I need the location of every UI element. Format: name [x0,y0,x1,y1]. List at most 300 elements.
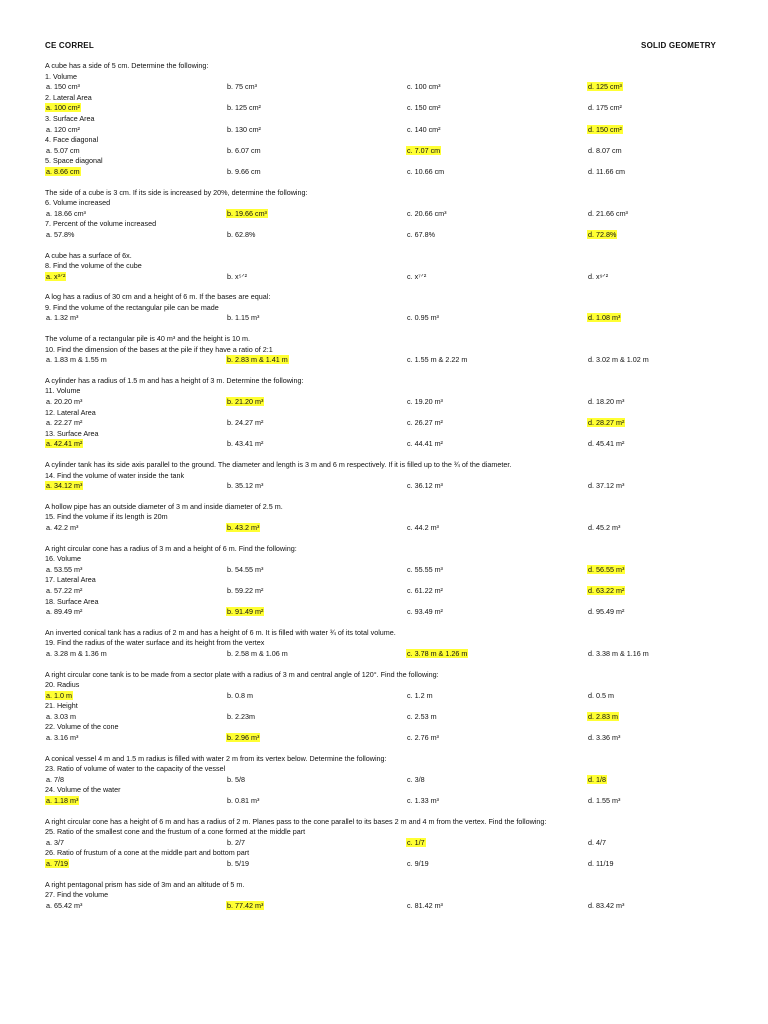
problem-statement: A right pentagonal prism has side of 3m and an altitude of 5 m. [45,879,245,889]
problem-statement: The side of a cube is 3 cm. If its side is increased by 20%, determine the following: [45,187,308,197]
choice-label: d. 21.66 cm³ [588,208,628,218]
choice-label: b. 0.8 m [227,690,253,700]
question-text: 23. Ratio of volume of water to the capacity of the vessel [45,764,226,774]
choice-label: a. 89.49 m² [46,607,83,617]
answer-choice [226,586,264,597]
choice-label: c. 100 cm³ [407,82,441,92]
problem-block [45,880,725,912]
problem-statement: A hollow pipe has an outside diameter of 3 m and inside diameter of 2.5 m. [45,501,283,511]
answer-choice [226,82,258,93]
choice-label: b. 35.12 m³ [227,481,264,491]
choice-label: c. 36.12 m³ [407,481,443,491]
answer-choice [226,838,246,849]
answer-choice-highlighted [45,796,79,807]
choice-label: a. 1.0 m [46,690,72,700]
choice-label: d. 4/7 [588,837,606,847]
answer-choice [226,125,262,136]
question-text: 9. Find the volume of the rectangular pile can be made [45,302,219,312]
answer-choice [406,418,444,429]
question-text: 17. Lateral Area [45,575,96,585]
choices-row [45,439,725,450]
choice-label: d. 18.20 m³ [588,397,625,407]
answer-choice [226,565,264,576]
question-text: 1. Volume [45,71,77,81]
choices-row [45,167,725,178]
choice-label: b. 125 cm² [227,103,261,113]
answer-choice [406,607,444,618]
choice-label: b. 5/8 [227,774,245,784]
choice-label: b. 75 cm³ [227,82,257,92]
choice-label: c. 0.95 m³ [407,313,439,323]
choices-row [45,397,725,408]
answer-choice [45,313,79,324]
choice-label: d. 3.36 m³ [588,733,621,743]
answer-choice-highlighted [587,565,625,576]
question-text: 5. Space diagonal [45,156,103,166]
choice-label: b. 9.66 cm [227,166,261,176]
choices-row [45,125,725,136]
choice-label: c. 7.07 cm [407,145,441,155]
answer-choice [406,167,445,178]
answer-choice [587,439,625,450]
answer-choice [45,418,83,429]
choice-label: a. 18.66 cm³ [46,208,86,218]
answer-choice [226,418,264,429]
answer-choice [406,397,444,408]
answer-choice [406,901,444,912]
answer-choice [587,901,625,912]
answer-choice [406,796,440,807]
choice-label: d. x⁹ᐟ² [588,271,609,281]
answer-choice-highlighted [45,272,66,283]
problem-statement: A log has a radius of 30 cm and a height of 6 m. If the bases are equal: [45,292,271,302]
answer-choice [587,607,625,618]
choice-label: d. 72.8% [588,229,617,239]
choices-row [45,481,725,492]
question-text: 22. Volume of the cone [45,722,119,732]
choice-label: b. 2.58 m & 1.06 m [227,648,288,658]
question-text: 6. Volume increased [45,198,111,208]
answer-choice [406,313,440,324]
answer-choice [587,355,650,366]
answer-choice [45,523,79,534]
choice-label: c. x⁷ᐟ² [407,271,427,281]
answer-choice [406,775,426,786]
answer-choice-highlighted [226,901,264,912]
choice-label: d. 1.08 m³ [588,313,621,323]
choices-row [45,607,725,618]
choice-label: c. 20.66 cm³ [407,208,447,218]
choice-label: a. 150 cm³ [46,82,80,92]
question-text: 19. Find the radius of the water surface and its height from the vertex [45,638,265,648]
answer-choice [45,82,81,93]
problem-block [45,292,725,324]
choices-row [45,775,725,786]
question-text: 11. Volume [45,386,81,396]
question-text: 20. Radius [45,680,80,690]
choice-label: c. 1.55 m & 2.22 m [407,355,468,365]
choice-label: c. 55.55 m³ [407,564,443,574]
choices-row [45,796,725,807]
choices-row [45,565,725,576]
choices-row [45,691,725,702]
choice-label: d. 175 cm² [588,103,622,113]
problem-block [45,670,725,744]
choice-label: c. 1/7 [407,837,425,847]
choices-row [45,523,725,534]
answer-choice-highlighted [587,125,623,136]
choice-label: b. 2.96 m³ [227,733,260,743]
answer-choice-highlighted [406,146,441,157]
choice-label: c. 150 cm² [407,103,441,113]
question-text: 21. Height [45,701,78,711]
answer-choice [587,691,615,702]
answer-choice [587,272,609,283]
question-text: 7. Percent of the volume increased [45,219,157,229]
question-text: 27. Find the volume [45,890,109,900]
choice-label: d. 1.55 m³ [588,796,621,806]
answer-choice [406,523,440,534]
choice-label: a. 57.8% [46,229,75,239]
answer-choice [587,733,621,744]
answer-choice [45,775,65,786]
problem-block [45,334,725,366]
choice-label: a. 34.12 m³ [46,481,83,491]
problem-block [45,544,725,618]
choice-label: a. 42.2 m³ [46,522,79,532]
choices-row [45,82,725,93]
choice-label: b. 19.66 cm³ [227,208,267,218]
answer-choice [587,167,626,178]
problem-block [45,61,725,178]
choice-label: b. 43.41 m² [227,439,264,449]
problem-block [45,376,725,450]
choice-label: a. 1.83 m & 1.55 m [46,355,107,365]
answer-choice [587,838,607,849]
question-text: 2. Lateral Area [45,92,92,102]
problem-block [45,188,725,241]
answer-choice-highlighted [226,733,260,744]
choice-label: d. 56.55 m³ [588,564,625,574]
choices-row [45,859,725,870]
choice-label: b. 54.55 m³ [227,564,264,574]
answer-choice-highlighted [226,355,289,366]
question-text: 16. Volume [45,554,81,564]
answer-choice-highlighted [587,586,625,597]
choices-row [45,230,725,241]
answer-choice [406,103,442,114]
choice-label: a. 1.18 m³ [46,796,79,806]
question-text: 26. Ratio of frustum of a cone at the middle part and bottom part [45,848,250,858]
choice-label: d. 83.42 m³ [588,900,625,910]
choice-label: b. 2.23m [227,711,255,721]
choice-label: c. 140 cm² [407,124,441,134]
choice-label: b. 5/19 [227,859,249,868]
answer-choice [226,691,254,702]
choice-label: c. 3/8 [407,774,425,784]
answer-choice [587,209,629,220]
choice-label: d. 95.49 m² [588,607,625,617]
choice-label: b. 130 cm² [227,124,261,134]
answer-choice [406,859,430,870]
choice-label: d. 45.2 m³ [588,522,621,532]
answer-choice-highlighted [226,209,268,220]
header-left-title: CE CORREL [45,41,94,50]
choices-row [45,712,725,723]
choice-label: d. 3.38 m & 1.16 m [588,648,649,658]
choice-label: c. 44.41 m² [407,439,443,449]
problem-statement: A right circular cone has a radius of 3 m and a height of 6 m. Find the following: [45,543,297,553]
answer-choice [587,796,621,807]
answer-choice-highlighted [226,607,264,618]
problem-statement: A right circular cone tank is to be made from a sector plate with a radius of 3 m and central angle of 120°. Find the following: [45,669,439,679]
choice-label: a. 120 cm² [46,124,80,134]
problem-statement: A conical vessel 4 m and 1.5 m radius is filled with water 2 m from its vertex below. Determine the following: [45,753,387,763]
choice-label: b. 77.42 m³ [227,900,264,910]
choice-label: a. 7/8 [46,774,64,784]
choice-label: c. 61.22 m² [407,585,443,595]
problem-statement: A cylinder tank has its side axis parallel to the ground. The diameter and length is 3 m and 6 m respectively. If it is filled up to the ¾ of the diameter. [45,460,512,469]
choice-label: c. 67.8% [407,229,435,239]
answer-choice-highlighted [406,838,426,849]
answer-choice [587,146,623,157]
choice-label: b. 43.2 m³ [227,522,260,532]
choice-label: b. 91.49 m² [227,607,264,617]
choice-label: c. 9/19 [407,859,429,868]
choice-label: a. 57.22 m² [46,585,83,595]
answer-choice [587,649,650,660]
header-right-title: SOLID GEOMETRY [641,41,716,50]
answer-choice [226,481,264,492]
choices-row [45,272,725,283]
answer-choice [406,712,438,723]
problem-block [45,502,725,534]
choice-label: b. 6.07 cm [227,145,261,155]
choice-label: b. 21.20 m³ [227,397,264,407]
problem-statement: A cylinder has a radius of 1.5 m and has a height of 3 m. Determine the following: [45,375,304,385]
question-text: 24. Volume of the water [45,785,121,795]
problem-statement: A cube has a side of 5 cm. Determine the following: [45,61,209,70]
choices-row [45,649,725,660]
choice-label: a. 1.32 m³ [46,313,79,323]
choice-label: c. 3.78 m & 1.26 m [407,648,468,658]
choice-label: c. 2.76 m³ [407,733,439,743]
choice-label: a. 3.28 m & 1.36 m [46,648,107,658]
answer-choice-highlighted [587,313,621,324]
choice-label: c. 44.2 m³ [407,522,439,532]
answer-choice [226,230,256,241]
choice-label: d. 0.5 m [588,690,614,700]
answer-choice [45,586,83,597]
choice-label: a. 20.20 m³ [46,397,83,407]
answer-choice-highlighted [587,775,607,786]
choice-label: d. 8.07 cm [588,145,622,155]
answer-choice [406,209,448,220]
answer-choice [406,230,436,241]
answer-choice [45,125,81,136]
choices-row [45,901,725,912]
question-text: 15. Find the volume if its length is 20m [45,512,168,522]
question-text: 18. Surface Area [45,596,99,606]
answer-choice [45,733,79,744]
choice-label: b. 24.27 m² [227,418,264,428]
choice-label: c. 81.42 m³ [407,900,443,910]
answer-choice-highlighted [587,230,617,241]
problem-statement: An inverted conical tank has a radius of 2 m and has a height of 6 m. It is filled with water ¾ of its total volume. [45,627,396,637]
choices-row [45,146,725,157]
answer-choice [45,146,81,157]
choices-row [45,355,725,366]
choices-row [45,838,725,849]
choice-label: a. 3.03 m [46,711,76,721]
answer-choice-highlighted [45,103,81,114]
answer-choice [226,146,262,157]
answer-choice [45,397,83,408]
answer-choice-highlighted [45,439,83,450]
choice-label: a. 65.42 m³ [46,900,83,910]
choice-label: b. 2.83 m & 1.41 m [227,355,288,365]
choices-row [45,418,725,429]
answer-choice-highlighted [587,82,623,93]
choice-label: c. 1.2 m [407,690,433,700]
answer-choice-highlighted [45,167,81,178]
choice-label: c. 93.49 m² [407,607,443,617]
problem-list [45,61,725,911]
answer-choice [587,481,625,492]
choice-label: a. 22.27 m² [46,418,83,428]
answer-choice [45,565,83,576]
answer-choice [226,712,256,723]
answer-choice [587,859,614,870]
choice-label: b. 0.81 m³ [227,796,260,806]
answer-choice [226,649,289,660]
answer-choice [45,901,83,912]
question-text: 4. Face diagonal [45,135,99,145]
choice-label: d. 11/19 [588,859,614,868]
answer-choice [587,397,625,408]
problem-statement: The volume of a rectangular pile is 40 m³ and the height is 10 m. [45,334,250,344]
answer-choice [226,313,260,324]
choice-label: a. 8.66 cm [46,166,80,176]
answer-choice [226,103,262,114]
choice-label: d. 1/8 [588,774,606,784]
problem-block [45,628,725,660]
choice-label: c. 10.66 cm [407,166,445,176]
answer-choice [45,607,83,618]
answer-choice [45,355,108,366]
answer-choice [587,523,621,534]
choice-label: b. 2/7 [227,837,245,847]
answer-choice [226,796,260,807]
choice-label: c. 2.53 m [407,711,437,721]
problem-block [45,460,725,492]
answer-choice-highlighted [45,481,83,492]
answer-choice-highlighted [45,859,69,870]
answer-choice-highlighted [587,712,619,723]
answer-choice-highlighted [226,397,264,408]
answer-choice [45,649,108,660]
answer-choice [406,125,442,136]
choices-row [45,313,725,324]
choice-label: b. 1.15 m³ [227,313,260,323]
problem-block [45,817,725,870]
question-text: 14. Find the volume of water inside the tank [45,470,185,480]
choice-label: d. 63.22 m² [588,585,625,595]
choice-label: a. 3.16 m³ [46,733,79,743]
choice-label: d. 11.66 cm [588,166,626,176]
choice-label: b. 59.22 m² [227,585,264,595]
choices-row [45,209,725,220]
choice-label: a. 3/7 [46,837,64,847]
answer-choice [45,712,77,723]
question-text: 13. Surface Area [45,428,99,438]
choice-label: d. 150 cm² [588,124,622,134]
choice-label: d. 3.02 m & 1.02 m [588,355,649,365]
problem-block [45,754,725,807]
answer-choice [45,838,65,849]
problem-block [45,251,725,283]
answer-choice [406,481,444,492]
answer-choice [226,439,264,450]
choice-label: a. 5.07 cm [46,145,80,155]
choice-label: a. 42.41 m² [46,439,83,449]
answer-choice [587,103,623,114]
answer-choice [406,733,440,744]
answer-choice [226,859,250,870]
choice-label: d. 125 cm³ [588,82,622,92]
answer-choice [406,82,442,93]
answer-choice-highlighted [406,649,468,660]
answer-choice [406,586,444,597]
choice-label: d. 28.27 m² [588,418,625,428]
choice-label: d. 2.83 m [588,711,618,721]
choice-label: a. 100 cm² [46,103,80,113]
choice-label: a. 53.55 m³ [46,564,83,574]
question-text: 8. Find the volume of the cube [45,261,142,271]
answer-choice [406,565,444,576]
problem-statement: A right circular cone has a height of 6 m and has a radius of 2 m. Planes pass to the cone parallel to its bases 2 m and 4 m from the vertex. Find the following: [45,816,547,826]
choices-row [45,103,725,114]
choice-label: d. 37.12 m³ [588,481,625,491]
answer-choice-highlighted [587,418,625,429]
question-text: 3. Surface Area [45,113,95,123]
answer-choice [406,272,427,283]
choice-label: a. x³ᐟ² [46,271,66,281]
answer-choice [406,691,434,702]
choices-row [45,733,725,744]
question-text: 25. Ratio of the smallest cone and the frustum of a cone formed at the middle part [45,827,306,837]
answer-choice [45,209,87,220]
answer-choice [45,230,75,241]
question-text: 12. Lateral Area [45,407,96,417]
choice-label: b. 62.8% [227,229,256,239]
choice-label: a. 7/19 [46,859,68,868]
choice-label: c. 26.27 m² [407,418,443,428]
problem-statement: A cube has a surface of 6x. [45,250,132,260]
choice-label: d. 45.41 m² [588,439,625,449]
answer-choice-highlighted [226,523,260,534]
answer-choice-highlighted [45,691,73,702]
answer-choice [226,272,248,283]
answer-choice [226,167,262,178]
choice-label: c. 1.33 m³ [407,796,439,806]
choice-label: b. x⁵ᐟ² [227,271,248,281]
answer-choice [226,775,246,786]
choices-row [45,586,725,597]
answer-choice [406,355,468,366]
question-text: 10. Find the dimension of the bases at the pile if they have a ratio of 2:1 [45,344,273,354]
answer-choice [406,439,444,450]
